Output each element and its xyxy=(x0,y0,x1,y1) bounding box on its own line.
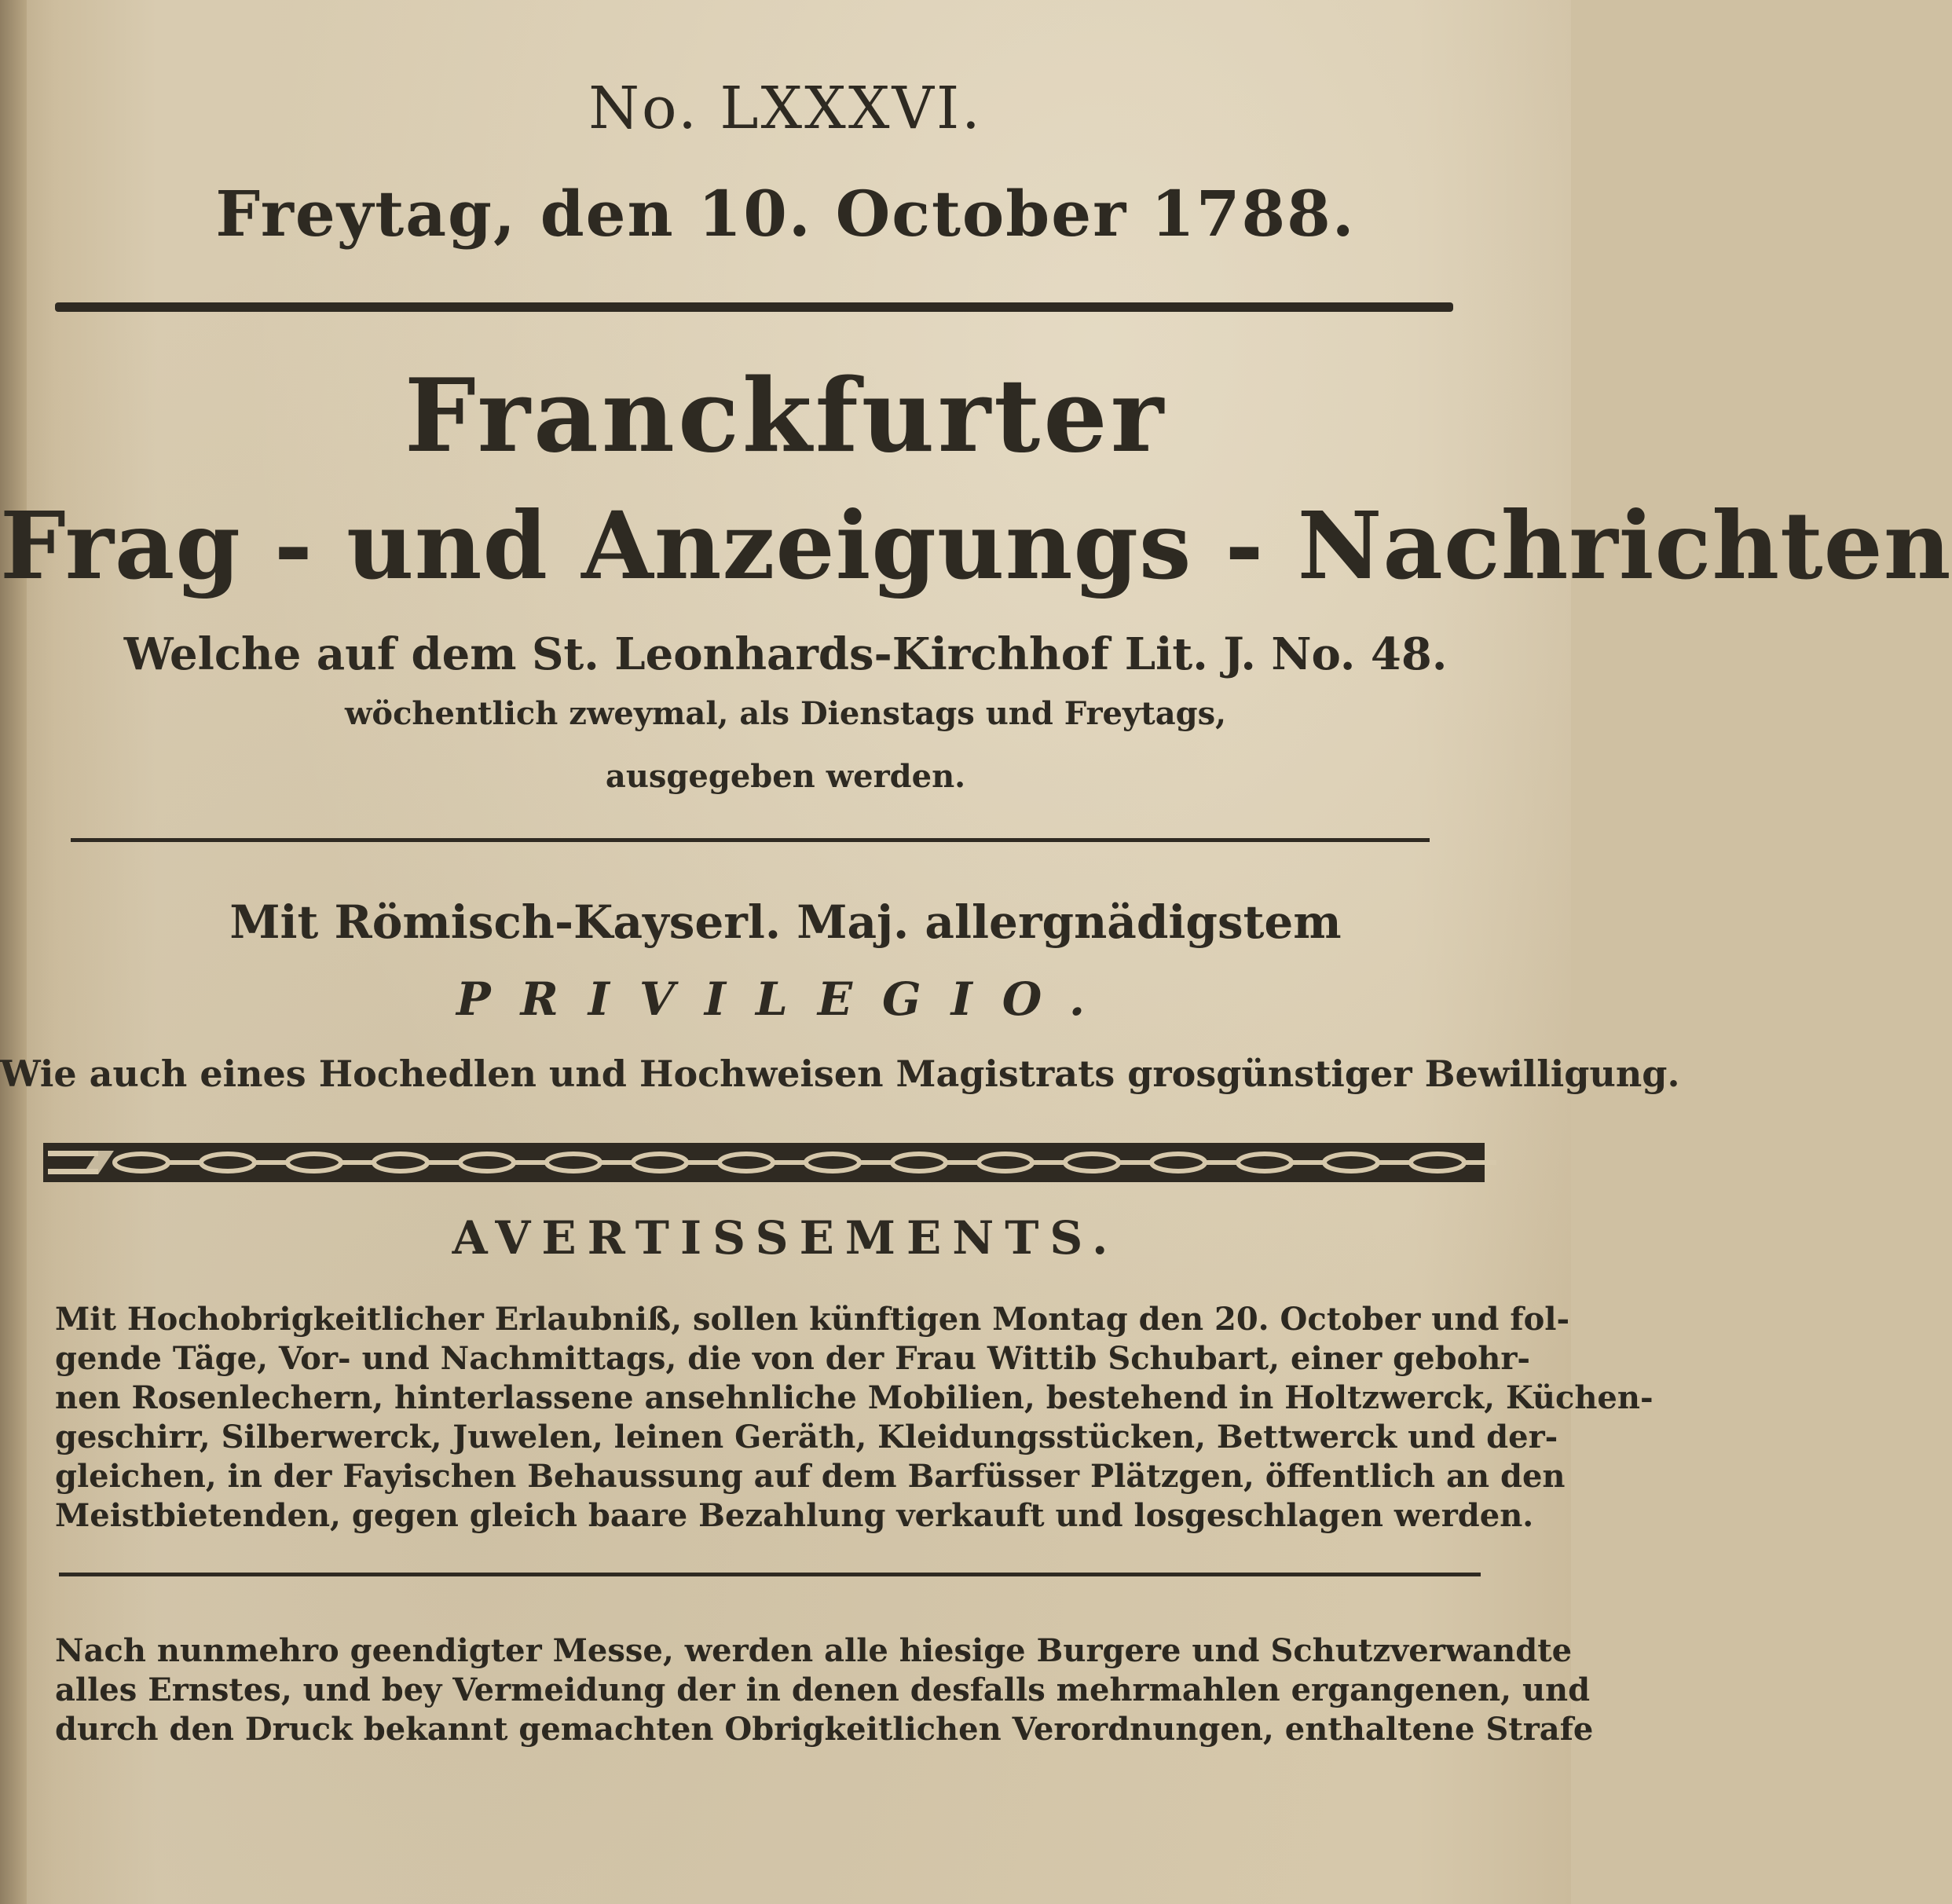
newspaper-subtitle: Frag - und Anzeigungs - Nachrichten xyxy=(0,491,1952,600)
masthead-rule-bottom xyxy=(71,838,1430,842)
paragraph-line: geschirr, Silberwerck, Juwelen, leinen Geräth, Kleidungsstücken, Bettwerck und der- xyxy=(55,1419,1558,1455)
paragraph-line: alles Ernstes, und bey Vermeidung der in denen desfalls mehrmahlen ergangenen, und xyxy=(55,1671,1591,1708)
section-divider xyxy=(59,1573,1481,1576)
paragraph-line: gleichen, in der Fayischen Behaussung auf dem Barfüsser Plätzgen, öffentlich an den xyxy=(55,1458,1566,1495)
issue-date: Freytag, den 10. October 1788. xyxy=(215,177,1356,251)
paragraph-line: nen Rosenlechern, hinterlassene ansehnliche Mobilien, bestehend in Holtzwerck, Küchen- xyxy=(55,1379,1654,1416)
publication-schedule: wöchentlich zweymal, als Dienstags und Freytags, xyxy=(344,695,1227,732)
newspaper-title: Franckfurter xyxy=(404,357,1167,475)
publication-note: ausgegeben werden. xyxy=(605,758,966,795)
advertisement-auction xyxy=(55,1300,1654,1536)
paragraph-line: durch den Druck bekannt gemachten Obrigkeitlichen Verordnungen, enthaltene Strafe xyxy=(55,1711,1594,1748)
page-gutter xyxy=(0,0,27,1904)
paragraph-line: Nach nunmehro geendigter Messe, werden alle hiesige Burgere und Schutzverwandte xyxy=(55,1632,1573,1669)
section-heading: AVERTISSEMENTS. xyxy=(452,1211,1119,1265)
paragraph-line: Meistbietenden, gegen gleich baare Bezahlung verkauft und losgeschlagen werden. xyxy=(55,1497,1534,1534)
publisher-address: Welche auf dem St. Leonhards-Kirchhof Lit. J. No. 48. xyxy=(123,628,1448,680)
masthead-rule-top xyxy=(55,302,1453,312)
paragraph-line: Mit Hochobrigkeitlicher Erlaubniß, sollen künftigen Montag den 20. October und fol- xyxy=(55,1301,1570,1338)
issue-number: No. LXXXVI. xyxy=(588,75,983,142)
privilege-line: Mit Römisch-Kayserl. Maj. allergnädigstem xyxy=(229,895,1342,949)
privilegio-word: PRIVILEGIO. xyxy=(456,972,1115,1026)
magistrate-approval: Wie auch eines Hochedlen und Hochweisen Magistrats grosgünstiger Bewilligung. xyxy=(0,1053,1680,1095)
advertisement-ordinance xyxy=(55,1631,1594,1749)
paragraph-line: gende Täge, Vor- und Nachmittags, die von der Frau Wittib Schubart, einer gebohr- xyxy=(55,1340,1531,1377)
ornamental-border xyxy=(43,1143,1485,1182)
